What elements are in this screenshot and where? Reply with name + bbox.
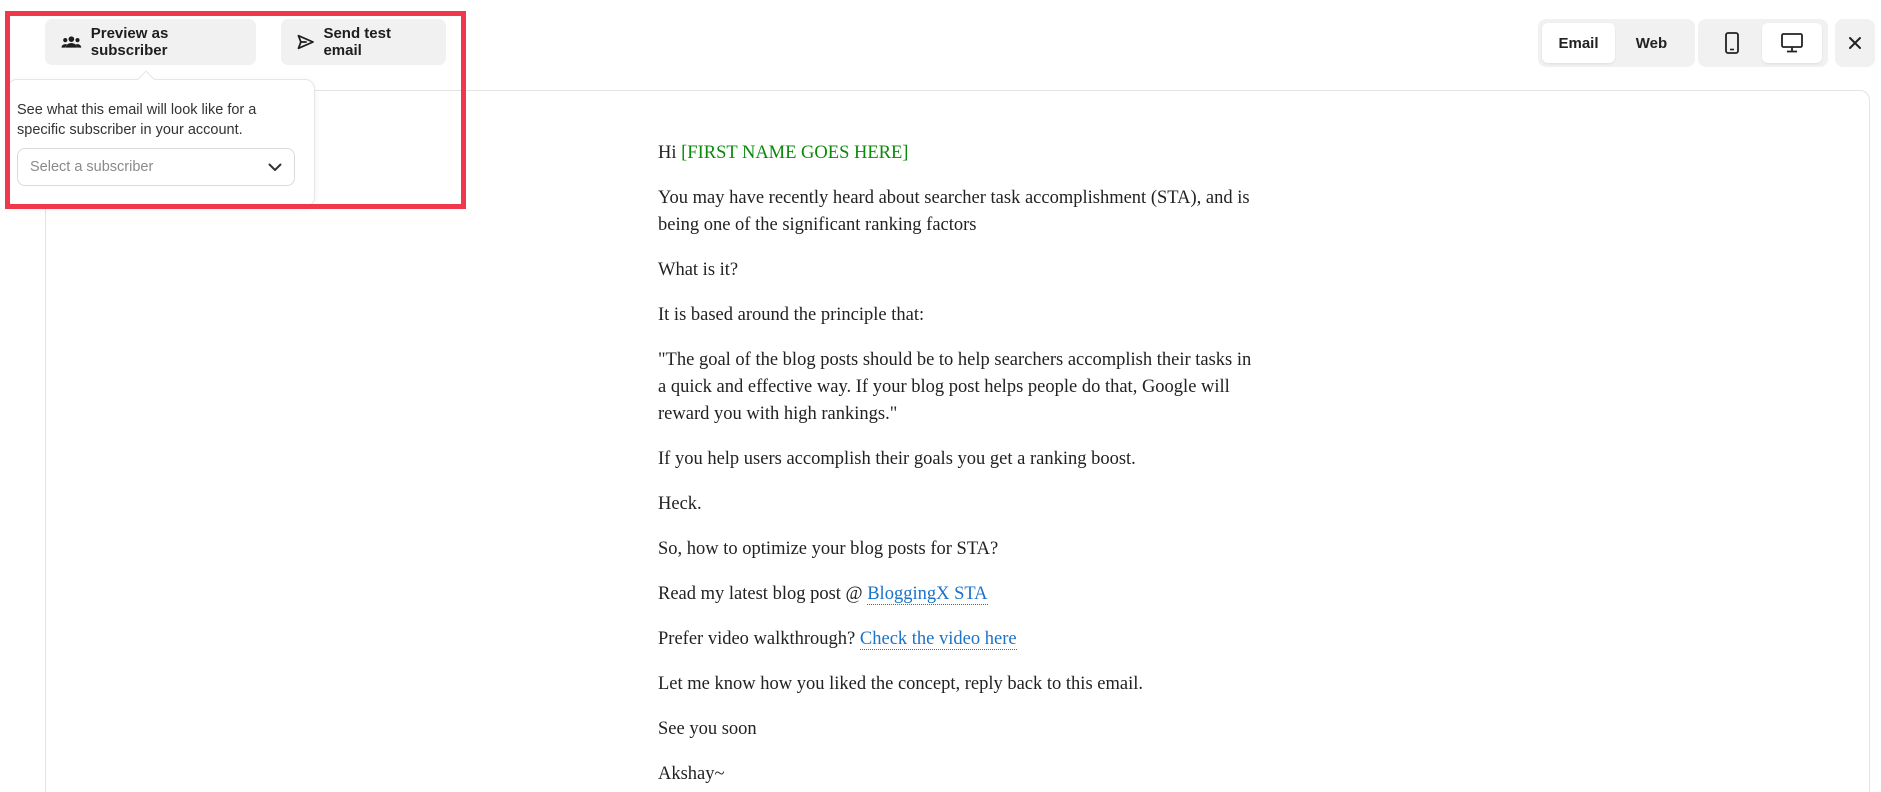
email-paragraph: See you soon [658, 719, 757, 739]
email-body [658, 140, 1258, 792]
first-name-merge-tag: [FIRST NAME GOES HERE] [681, 143, 909, 163]
tab-web[interactable]: Web [1635, 34, 1668, 52]
subscriber-select-placeholder: Select a subscriber [30, 159, 154, 175]
desktop-view-button[interactable] [1762, 23, 1822, 63]
check-video-link[interactable]: Check the video here [859, 629, 1017, 649]
email-paragraph: "The goal of the blog posts should be to help searchers accomplish their tasks in a quick and effective way. If your blog post helps people do that, Google will reward you with high rankings." [658, 350, 1252, 424]
mobile-view-button[interactable] [1702, 23, 1762, 63]
highlight-box [5, 11, 466, 209]
email-paragraph: So, how to optimize your blog posts for STA? [658, 539, 999, 559]
email-paragraph: It is based around the principle that: [658, 305, 925, 325]
desktop-icon [1781, 33, 1803, 53]
email-paragraph: You may have recently heard about searcher task accomplishment (STA), and is being one of the significant ranking factors [658, 188, 1250, 235]
video-line [658, 626, 1258, 653]
email-paragraph: If you help users accomplish their goals you get a ranking boost. [658, 449, 1136, 469]
preview-as-subscriber-label: Preview as subscriber [90, 25, 169, 59]
greeting-line [658, 140, 1258, 167]
popover-description: See what this email will look like for a specific subscriber in your account. [17, 102, 257, 138]
send-test-email-label: Send test email [323, 25, 391, 59]
view-type-toggle [1538, 19, 1695, 67]
close-button[interactable] [1835, 19, 1875, 67]
blog-post-prefix: Read my latest blog post @ [658, 584, 863, 604]
video-prefix: Prefer video walkthrough? [658, 629, 856, 649]
mobile-icon [1725, 32, 1739, 54]
close-icon [1848, 36, 1862, 50]
tab-email[interactable]: Email [1542, 23, 1615, 63]
bloggingx-sta-link[interactable]: BloggingX STA [867, 584, 988, 604]
email-paragraph: What is it? [658, 260, 739, 280]
blog-post-line [658, 581, 1258, 608]
email-paragraph: Let me know how you liked the concept, reply back to this email. [658, 674, 1143, 694]
device-toggle [1698, 19, 1828, 67]
greeting: Hi [658, 143, 677, 163]
email-paragraph: Heck. [658, 494, 702, 514]
signature: Akshay~ [658, 764, 725, 784]
